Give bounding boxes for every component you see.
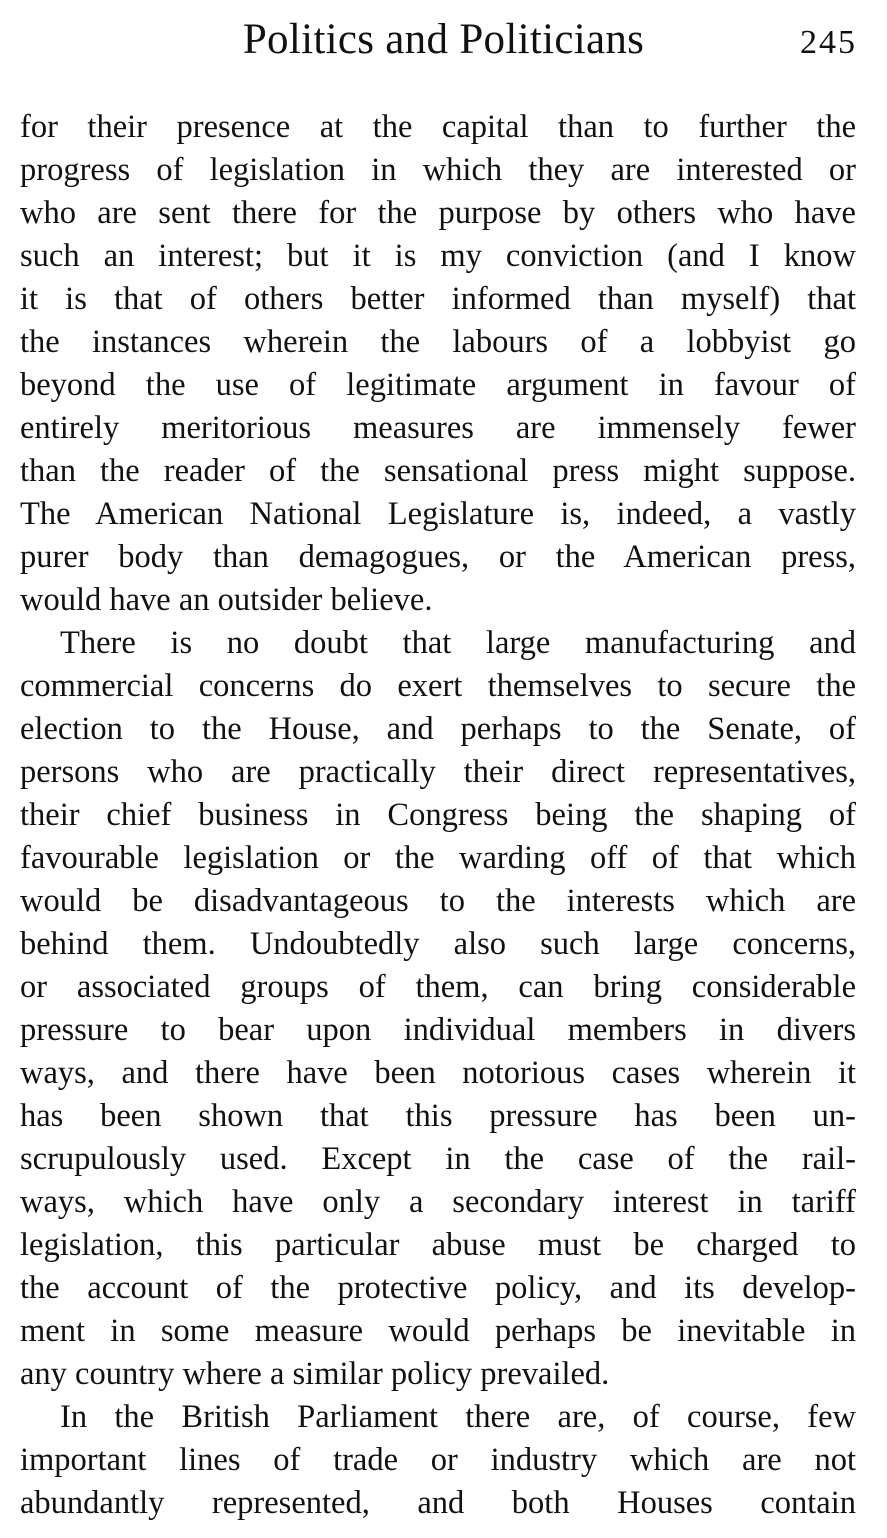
text-line: favourable legislation or the warding off of that which <box>20 840 856 876</box>
text-line: has been shown that this pressure has been un- <box>20 1098 856 1134</box>
paragraph-end-line: would have an outsider believe. <box>20 582 433 618</box>
text-line: such an interest; but it is my conviction (and I know <box>20 238 856 274</box>
text-line: who are sent there for the purpose by others who have <box>20 195 856 231</box>
text-line: would be disadvantageous to the interests which are <box>20 883 856 919</box>
text-line: the instances wherein the labours of a lobbyist go <box>20 324 856 360</box>
text-line: it is that of others better informed than myself) that <box>20 281 856 317</box>
text-line: entirely meritorious measures are immensely fewer <box>20 410 856 446</box>
text-line: purer body than demagogues, or the American press, <box>20 539 856 575</box>
page-number: 245 <box>800 24 857 61</box>
text-line: scrupulously used. Except in the case of the rail- <box>20 1141 856 1177</box>
text-line: beyond the use of legitimate argument in favour of <box>20 367 856 403</box>
text-line: ment in some measure would perhaps be inevitable in <box>20 1313 856 1349</box>
body-text <box>20 106 856 1525</box>
text-line: important lines of trade or industry which are not <box>20 1442 856 1478</box>
text-line: commercial concerns do exert themselves to secure the <box>20 668 856 704</box>
text-line: The American National Legislature is, indeed, a vastly <box>20 496 856 532</box>
text-line: abundantly represented, and both Houses contain <box>20 1485 856 1521</box>
paragraph-start-line: In the British Parliament there are, of course, few <box>60 1399 856 1435</box>
text-line: their chief business in Congress being the shaping of <box>20 797 856 833</box>
text-line: or associated groups of them, can bring considerable <box>20 969 856 1005</box>
text-line: ways, which have only a secondary interest in tariff <box>20 1184 856 1220</box>
text-line: progress of legislation in which they are interested or <box>20 152 856 188</box>
text-line: for their presence at the capital than to further the <box>20 109 856 145</box>
paragraph-end-line: any country where a similar policy prevailed. <box>20 1356 610 1392</box>
text-line: legislation, this particular abuse must be charged to <box>20 1227 856 1263</box>
paragraph-start-line: There is no doubt that large manufacturing and <box>60 625 856 661</box>
text-line: pressure to bear upon individual members in divers <box>20 1012 856 1048</box>
text-line: the account of the protective policy, and its develop- <box>20 1270 856 1306</box>
text-line: ways, and there have been notorious cases wherein it <box>20 1055 856 1091</box>
text-line: election to the House, and perhaps to the Senate, of <box>20 711 856 747</box>
text-line: persons who are practically their direct representatives, <box>20 754 856 790</box>
text-line: than the reader of the sensational press might suppose. <box>20 453 856 489</box>
text-line: behind them. Undoubtedly also such large concerns, <box>20 926 856 962</box>
page-header <box>0 12 887 68</box>
running-title: Politics and Politicians <box>242 16 645 63</box>
